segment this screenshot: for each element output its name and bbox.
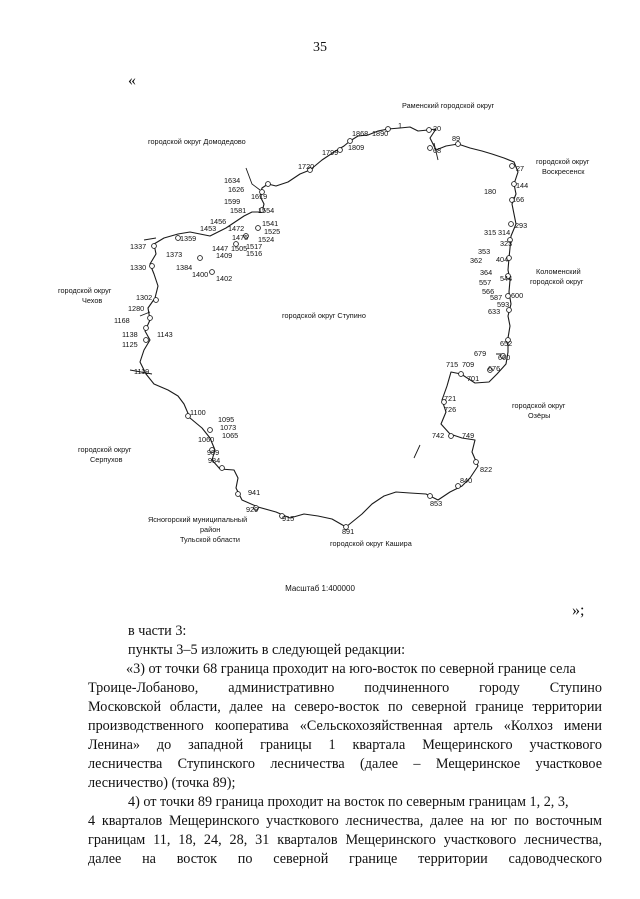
- point-label: 1143: [157, 330, 173, 339]
- text-line: Ленина» до западной границы 1 квартала Мещеринского участкового: [88, 737, 602, 753]
- point-label: 1447: [212, 244, 229, 253]
- opening-quote: «: [128, 72, 136, 89]
- point-label: 1517: [246, 242, 263, 251]
- text-line: лесничество) (точка 89);: [88, 775, 236, 791]
- point-label: 915: [282, 514, 295, 523]
- region-label: городской округ: [536, 157, 590, 166]
- point-label: 1409: [216, 251, 233, 260]
- point-label: 1516: [246, 249, 263, 258]
- point-label: 293: [515, 221, 528, 230]
- point-label: 544: [500, 274, 513, 283]
- region-label: городской округ: [530, 277, 584, 286]
- point-label: 1634: [224, 176, 241, 185]
- point-label: 989: [207, 448, 220, 457]
- text-line: «3) от точки 68 граница проходит на юго-восток по северной границе села: [126, 661, 576, 677]
- region-label: район: [200, 525, 221, 534]
- point-label: 1456: [210, 217, 227, 226]
- point-label: 853: [430, 499, 443, 508]
- point-label: 1524: [258, 235, 275, 244]
- text-line: 4 кварталов Мещеринского участкового лесничества, далее на юг по восточным: [88, 813, 602, 829]
- point-label: 1: [398, 121, 403, 130]
- text-line: 4) от точки 89 граница проходит на восток по северным границам 1, 2, 3,: [128, 794, 569, 810]
- point-label: 1619: [251, 192, 268, 201]
- point-label: 314: [498, 228, 511, 237]
- point-label: 1626: [228, 185, 245, 194]
- point-label: 323: [500, 239, 513, 248]
- point-label: 166: [512, 195, 525, 204]
- closing-quote: »;: [572, 602, 585, 619]
- point-label: 1359: [180, 234, 197, 243]
- region-label: Тульской области: [180, 535, 240, 544]
- point-label: 364: [480, 268, 493, 277]
- text-line: лесничества Ступинского лесничества (далее – Мещеринское участковое: [88, 756, 602, 772]
- text-line: производственного кооператива «Сельскохозяйственная артель «Колхоз имени: [88, 718, 602, 734]
- point-label: 1280: [128, 304, 145, 313]
- point-label: 660: [498, 353, 511, 362]
- point-label: 1100: [190, 408, 206, 417]
- point-label: 633: [488, 307, 501, 316]
- point-label: 679: [474, 349, 487, 358]
- point-label: 709: [462, 360, 475, 369]
- point-label: 1168: [114, 316, 130, 325]
- region-label: Коломенский: [536, 267, 581, 276]
- region-label: городской округ: [78, 445, 132, 454]
- text-line: Троице-Лобаново, административно подчиненного городу Ступино: [88, 680, 602, 696]
- point-label: 20: [433, 124, 442, 133]
- point-label: 600: [511, 291, 524, 300]
- point-label: 1125: [122, 340, 138, 349]
- region-label: городской округ Кашира: [330, 539, 412, 548]
- point-label: 941: [248, 488, 261, 497]
- point-label: 1525: [264, 227, 281, 236]
- region-label: городской округ: [512, 401, 566, 410]
- point-label: 742: [432, 431, 445, 440]
- point-label: 1599: [224, 197, 241, 206]
- point-label: 180: [484, 187, 497, 196]
- region-label: Воскресенск: [542, 167, 585, 176]
- point-label: 749: [462, 431, 475, 440]
- text-line: пункты 3–5 изложить в следующей редакции:: [128, 642, 406, 658]
- point-label: 1475: [232, 233, 249, 242]
- point-label: 27: [516, 164, 525, 173]
- point-label: 1505: [231, 244, 248, 253]
- boundary-line: [140, 127, 518, 527]
- point-label: 1541: [262, 219, 279, 228]
- point-label: 1138: [122, 330, 138, 339]
- text-line: границам 11, 18, 24, 28, 31 кварталов Мещеринского участкового лесничества,: [88, 832, 602, 848]
- point-label: 1868: [352, 129, 369, 138]
- region-label: Ясногорский муниципальный: [148, 515, 248, 524]
- point-label: 1373: [166, 250, 183, 259]
- point-label: 1337: [130, 242, 147, 251]
- point-label: 1302: [136, 293, 153, 302]
- point-label: 1073: [220, 423, 237, 432]
- point-label: 1095: [218, 415, 235, 424]
- page-number: 35: [313, 40, 327, 55]
- text-line: далее на восток по северной границе территории садоводческого: [88, 851, 602, 867]
- point-label: 89: [452, 134, 461, 143]
- point-label: 1799: [322, 148, 339, 157]
- point-label: 1400: [192, 270, 209, 279]
- region-label: Озёры: [528, 411, 551, 420]
- point-label: 362: [470, 256, 483, 265]
- point-label: 984: [208, 456, 221, 465]
- point-label: 676: [488, 364, 501, 373]
- point-label: 1060: [198, 435, 215, 444]
- point-labels: [114, 121, 528, 536]
- point-label: 144: [516, 181, 529, 190]
- region-label: городской округ: [58, 286, 112, 295]
- point-label: 891: [342, 527, 355, 536]
- point-label: 1402: [216, 274, 233, 283]
- point-label: 715: [446, 360, 459, 369]
- center-region-label: городской округ Ступино: [282, 311, 366, 320]
- point-label: 557: [479, 278, 492, 287]
- point-label: 1119: [134, 367, 150, 376]
- region-label: городской округ Домодедово: [148, 137, 246, 146]
- point-label: 652: [500, 339, 513, 348]
- point-label: 1581: [230, 206, 247, 215]
- point-label: 840: [460, 476, 473, 485]
- point-label: 1453: [200, 224, 217, 233]
- region-label: Чехов: [82, 296, 103, 305]
- point-label: 726: [444, 405, 457, 414]
- point-label: 929: [246, 505, 259, 514]
- point-label: 1472: [228, 224, 245, 233]
- boundary-nodes: [144, 127, 517, 530]
- map-scale: Масштаб 1:400000: [285, 584, 355, 593]
- point-label: 593: [497, 300, 510, 309]
- point-label: 566: [482, 287, 495, 296]
- region-label: Раменский городской округ: [402, 101, 495, 110]
- point-label: 1720: [298, 162, 315, 171]
- text-line: Московской области, далее на северо-восток по северной границе территории: [88, 699, 602, 715]
- point-label: 701: [467, 374, 480, 383]
- point-label: 1890: [372, 129, 389, 138]
- region-label: Серпухов: [90, 455, 123, 464]
- point-label: 404: [496, 255, 509, 264]
- point-label: 315: [484, 228, 497, 237]
- point-label: 721: [444, 394, 457, 403]
- point-label: 353: [478, 247, 491, 256]
- text-line: в части 3:: [128, 623, 187, 639]
- point-label: 1065: [222, 431, 239, 440]
- point-label: 1330: [130, 263, 147, 272]
- point-label: 1384: [176, 263, 193, 272]
- point-label: 587: [490, 293, 503, 302]
- point-label: 1809: [348, 143, 365, 152]
- point-label: 1554: [258, 206, 275, 215]
- point-label: 68: [433, 146, 442, 155]
- point-label: 822: [480, 465, 493, 474]
